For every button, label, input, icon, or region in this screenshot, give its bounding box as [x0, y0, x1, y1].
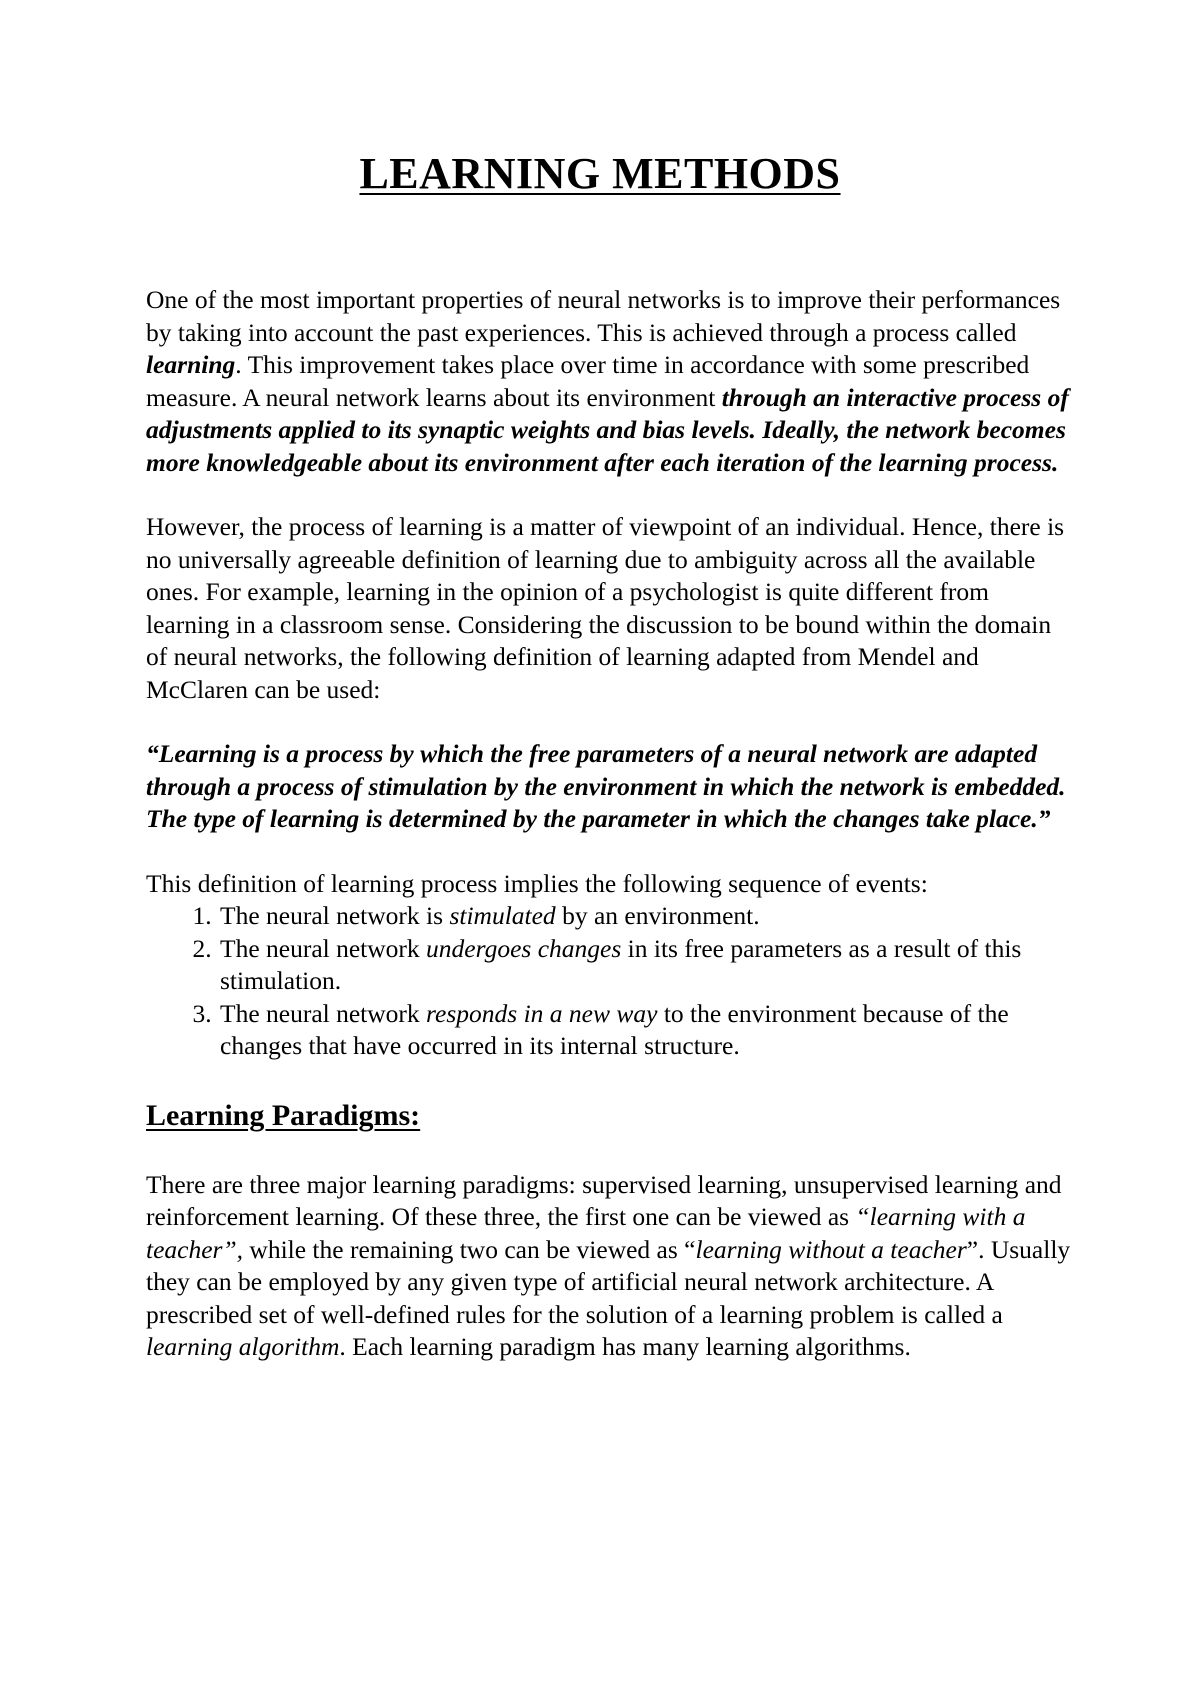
intro-emphasis-learning: learning	[146, 350, 236, 379]
events-list	[146, 900, 1076, 1063]
list-item: 3. The neural network responds in a new way to the environment because of the changes that have occurred in its internal structure.	[218, 998, 1076, 1063]
intro-emphasis-process: through an interactive process of adjustments applied to its synaptic weights and bias levels. Ideally, the network becomes more knowledgeable about its environment after each iteration of the learning process.	[146, 382, 1069, 477]
paradigms-paragraph: There are three major learning paradigms: supervised learning, unsupervised learning and reinforcement learning. Of these three, the first one can be viewed as “learning with a teacher”, while the remaining two can be viewed as “learning without a teacher”. Usually they can be employed by any given type of artificial neural network architecture. A prescribed set of well-defined rules for the solution of a learning problem is called a learning algorithm. Each learning paradigm has many learning algorithms.	[146, 1169, 1071, 1361]
page-title: LEARNING METHODS	[359, 149, 841, 198]
section-heading: Learning Paradigms:	[146, 1098, 421, 1132]
intro-text-2: . This improvement takes place over time in accordance with some prescribed measure. A neural network learns about its environment	[146, 350, 1030, 412]
list-item: 2. The neural network undergoes changes in its free parameters as a result of this stimulation.	[218, 933, 1076, 998]
without-teacher-phrase: learning without a teacher	[695, 1234, 967, 1264]
list-item-emphasis: stimulated	[449, 901, 556, 930]
learning-algorithm-term: learning algorithm	[146, 1332, 340, 1361]
intro-paragraph	[146, 284, 1076, 479]
list-item: 1. The neural network is stimulated by an environment.	[218, 900, 1076, 933]
definition-quote: “Learning is a process by which the free parameters of a neural network are adapted through a process of stimulation by the environment in which the network is embedded. The type of learning is determined by the parameter in which the changes take place.”	[146, 739, 1066, 833]
document-body	[146, 284, 1076, 1364]
with-teacher-phrase: “learning with a teacher”,	[146, 1202, 1026, 1264]
events-intro: This definition of learning process implies the following sequence of events:	[146, 868, 928, 898]
intro-text-1: One of the most important properties of neural networks is to improve their performances by taking into account the past experiences. This is achieved through a process called	[146, 285, 1061, 347]
list-item-emphasis: responds in a new way	[426, 998, 658, 1028]
viewpoint-paragraph: However, the process of learning is a matter of viewpoint of an individual. Hence, there is no universally agreeable definition of learning due to ambiguity across all the available ones. For example, learning in the opinion of a psychologist is quite different from learning in a classroom sense. Considering the discussion to be bound within the domain of neural networks, the following definition of learning adapted from Mendel and McClaren can be used:	[146, 512, 1065, 704]
list-item-emphasis: undergoes changes	[426, 933, 622, 963]
